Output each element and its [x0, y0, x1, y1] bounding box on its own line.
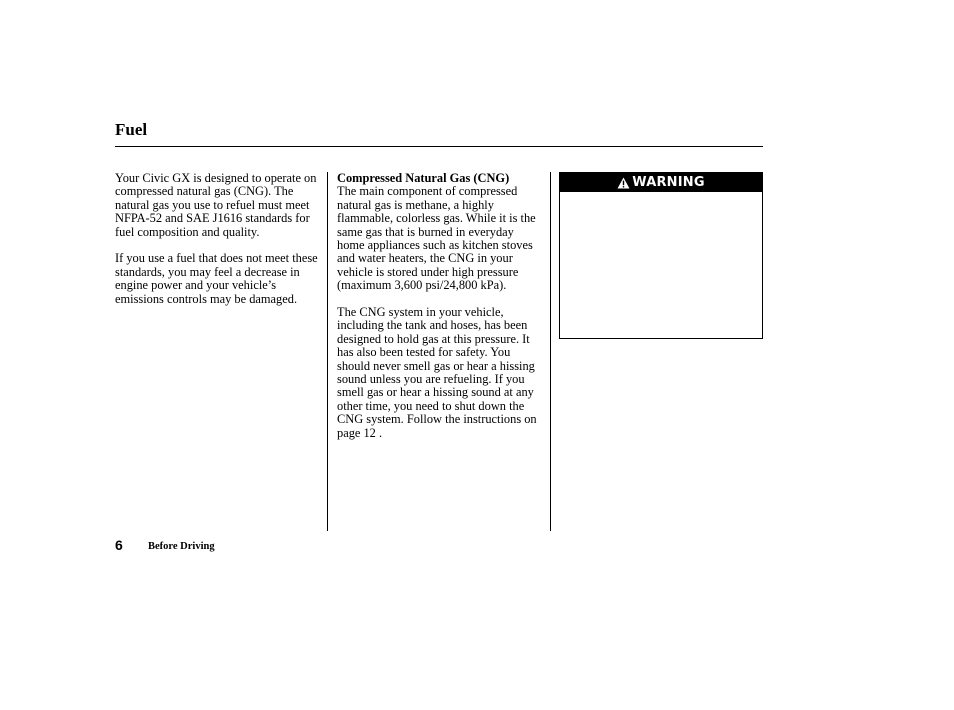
column-1 [115, 172, 320, 319]
title-rule [115, 146, 763, 147]
section-name: Before Driving [148, 541, 215, 552]
warning-box [559, 172, 763, 339]
column-2-paragraph-1: The main component of compressed natural gas is methane, a highly flammable, colorless gas. While it is the same gas that is burned in everyday home appliances such as kitchen stoves and water heaters, the CNG in your vehicle is stored under high pressure (maximum 3,600 psi/24,800 kPa). [337, 184, 536, 293]
column-divider-2 [550, 172, 551, 531]
cng-subheading: Compressed Natural Gas (CNG) [337, 171, 510, 185]
warning-label: WARNING [632, 175, 705, 190]
warning-triangle-icon [617, 177, 630, 189]
column-2-paragraph-2: The CNG system in your vehicle, including the tank and hoses, has been designed to hold gas at this pressure. It has also been tested for safety. You should never smell gas or hear a hissing sound unless you are refueling. If you smell gas or hear a hissing sound at any other time, you need to shut down the CNG system. Follow the instructions on page 12 . [337, 305, 537, 440]
column-divider-1 [327, 172, 328, 531]
column-2 [337, 172, 542, 454]
page-number: 6 [115, 537, 123, 553]
warning-header [560, 173, 762, 192]
page-title: Fuel [115, 120, 148, 139]
column-1-paragraph-2: If you use a fuel that does not meet these standards, you may feel a decrease in engine power and your vehicle’s emissions controls may be damaged. [115, 251, 318, 306]
column-1-paragraph-1: Your Civic GX is designed to operate on compressed natural gas (CNG). The natural gas you use to refuel must meet NFPA-52 and SAE J1616 standards for fuel composition and quality. [115, 171, 317, 239]
